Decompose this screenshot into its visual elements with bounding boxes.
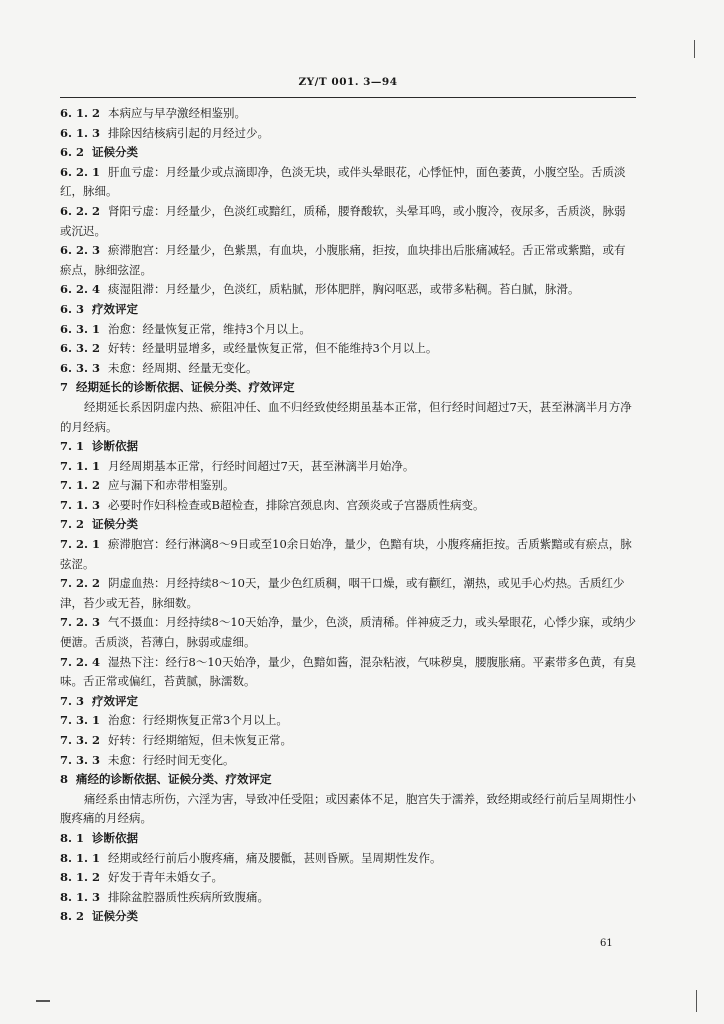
clause-item — [60, 888, 636, 908]
clause-text: 痰湿阻滞：月经量少，色淡红，质粘腻，形体肥胖，胸闷呕恶，或带多粘稠。苔白腻，脉滑。 — [108, 282, 580, 297]
clause-item — [60, 202, 636, 241]
clause-number: 6. 2. 1 — [60, 164, 101, 179]
clause-number: 8. 1. 2 — [60, 870, 101, 885]
clause-text: 未愈：经周期、经量无变化。 — [108, 360, 258, 375]
clause-text: 证候分类 — [92, 909, 139, 924]
clause-text: 湿热下注：经行8～10天始净，量少，色黯如酱，混杂粘液，气味秽臭，腰腹胀痛。平素带多色黄，有臭味。舌正常或偏红，苔黄腻，脉濡数。 — [60, 654, 636, 689]
body-paragraph — [60, 398, 636, 437]
clause-item — [60, 868, 636, 888]
clause-text: 月经周期基本正常，行经时间超过7天，甚至淋漓半月始净。 — [108, 458, 415, 473]
document-body — [60, 104, 636, 927]
clause-item — [60, 339, 636, 359]
subsection-heading — [60, 437, 636, 457]
clause-text: 诊断依据 — [92, 439, 139, 454]
clause-number: 6. 1. 2 — [60, 106, 101, 120]
scan-mark — [696, 990, 697, 1012]
clause-item — [60, 476, 636, 496]
clause-item — [60, 574, 636, 613]
clause-number: 7 — [60, 380, 69, 395]
clause-number: 8. 1 — [60, 830, 85, 845]
section-heading — [60, 378, 636, 398]
clause-number: 6. 2. 4 — [60, 282, 101, 297]
page-number: 61 — [600, 938, 613, 949]
clause-text: 阴虚血热：月经持续8～10天，量少色红质稠，咽干口燥，或有颧红，潮热，或见手心灼热。舌质红少津，苔少或无苔，脉细数。 — [60, 576, 625, 610]
clause-number: 6. 2. 2 — [60, 203, 101, 218]
clause-item — [60, 124, 636, 144]
subsection-heading — [60, 300, 636, 320]
body-paragraph — [60, 790, 636, 829]
subsection-heading — [60, 907, 636, 927]
clause-number: 8. 1. 3 — [60, 889, 101, 904]
clause-item — [60, 163, 636, 202]
clause-number: 6. 3. 1 — [60, 321, 101, 336]
clause-text: 好发于青年未婚女子。 — [108, 870, 224, 885]
clause-text: 本病应与早孕激经相鉴别。 — [108, 106, 247, 120]
clause-number: 6. 3 — [60, 301, 85, 316]
clause-text: 治愈：经量恢复正常，维持3个月以上。 — [108, 321, 311, 336]
clause-text: 诊断依据 — [92, 830, 139, 845]
scan-mark — [694, 40, 695, 58]
header-rule — [60, 97, 636, 98]
clause-item — [60, 496, 636, 516]
clause-text: 必要时作妇科检查或B超检查，排除宫颈息肉、宫颈炎或子宫器质性病变。 — [108, 497, 485, 512]
clause-item — [60, 535, 636, 574]
clause-number: 7. 3 — [60, 693, 85, 708]
clause-text: 肝血亏虚：月经量少或点滴即净，色淡无块，或伴头晕眼花，心悸怔忡，面色萎黄，小腹空坠。舌质淡红，脉细。 — [60, 164, 626, 199]
clause-item — [60, 751, 636, 771]
subsection-heading — [60, 143, 636, 163]
clause-text: 疗效评定 — [92, 301, 139, 316]
clause-number: 7. 1. 1 — [60, 458, 101, 473]
clause-number: 7. 3. 3 — [60, 752, 101, 767]
scan-mark — [36, 1000, 50, 1002]
clause-number: 8. 1. 1 — [60, 850, 101, 865]
clause-number: 7. 2. 4 — [60, 654, 101, 669]
subsection-heading — [60, 515, 636, 535]
clause-text: 未愈：行经时间无变化。 — [108, 752, 235, 767]
clause-item — [60, 280, 636, 300]
clause-item — [60, 457, 636, 477]
clause-number: 6. 3. 2 — [60, 341, 101, 356]
clause-item — [60, 104, 636, 124]
clause-text: 好转：行经期缩短，但未恢复正常。 — [108, 733, 293, 747]
clause-number: 8 — [60, 772, 69, 787]
clause-number: 7. 1. 2 — [60, 478, 101, 493]
clause-text: 经期延长系因阴虚内热、瘀阻冲任、血不归经致使经期虽基本正常，但行经时间超过7天，甚至淋漓半月方净的月经病。 — [60, 399, 632, 434]
clause-text: 瘀滞胞宫：月经量少，色紫黑，有血块，小腹胀痛，拒按，血块排出后胀痛减轻。舌正常或紫黯，或有瘀点，脉细弦涩。 — [60, 243, 626, 277]
clause-number: 7. 1. 3 — [60, 497, 101, 512]
clause-item — [60, 711, 636, 731]
clause-text: 疗效评定 — [92, 693, 139, 708]
clause-item — [60, 731, 636, 751]
clause-text: 肾阳亏虚：月经量少，色淡红或黯红，质稀，腰脊酸软，头晕耳鸣，或小腹冷，夜尿多，舌质淡，脉弱或沉迟。 — [60, 203, 626, 238]
clause-text: 治愈：行经期恢复正常3个月以上。 — [108, 713, 288, 728]
subsection-heading — [60, 692, 636, 712]
clause-item — [60, 241, 636, 280]
clause-text: 排除盆腔器质性疾病所致腹痛。 — [108, 889, 270, 904]
clause-text: 应与漏下和赤带相鉴别。 — [108, 478, 235, 493]
subsection-heading — [60, 829, 636, 849]
clause-number: 7. 2 — [60, 517, 85, 532]
clause-item — [60, 613, 636, 652]
clause-text: 痛经的诊断依据、证候分类、疗效评定 — [76, 772, 272, 787]
clause-number: 7. 3. 1 — [60, 713, 101, 728]
clause-item — [60, 849, 636, 869]
clause-item — [60, 359, 636, 379]
clause-number: 6. 2 — [60, 145, 85, 160]
clause-number: 6. 1. 3 — [60, 125, 101, 140]
clause-item — [60, 653, 636, 692]
clause-number: 6. 2. 3 — [60, 243, 101, 258]
clause-text: 经期或经行前后小腹疼痛，痛及腰骶，甚则昏厥。呈周期性发作。 — [108, 850, 442, 865]
clause-number: 7. 3. 2 — [60, 733, 101, 747]
clause-number: 7. 2. 1 — [60, 537, 101, 552]
clause-number: 8. 2 — [60, 909, 85, 924]
clause-number: 6. 3. 3 — [60, 360, 101, 375]
clause-text: 排除因结核病引起的月经过少。 — [108, 125, 270, 140]
clause-text: 气不摄血：月经持续8～10天始净，量少，色淡，质清稀。伴神疲乏力，或头晕眼花，心悸少寐，或纳少便溏。舌质淡，苔薄白，脉弱或虚细。 — [60, 615, 636, 650]
clause-text: 好转：经量明显增多，或经量恢复正常，但不能维持3个月以上。 — [108, 341, 438, 356]
clause-text: 证候分类 — [92, 145, 139, 160]
clause-number: 7. 2. 2 — [60, 576, 101, 591]
clause-item — [60, 320, 636, 340]
clause-number: 7. 1 — [60, 439, 85, 454]
page-header-title: ZY/T 001. 3—94 — [298, 76, 398, 88]
clause-text: 经期延长的诊断依据、证候分类、疗效评定 — [76, 380, 295, 395]
clause-text: 痛经系由情志所伤，六淫为害，导致冲任受阻；或因素体不足，胞宫失于濡养，致经期或经行前后呈周期性小腹疼痛的月经病。 — [60, 791, 636, 826]
clause-text: 瘀滞胞宫：经行淋漓8～9日或至10余日始净，量少，色黯有块，小腹疼痛拒按。舌质紫黯或有瘀点，脉弦涩。 — [60, 537, 632, 571]
section-heading — [60, 770, 636, 790]
clause-number: 7. 2. 3 — [60, 615, 101, 630]
clause-text: 证候分类 — [92, 517, 139, 532]
